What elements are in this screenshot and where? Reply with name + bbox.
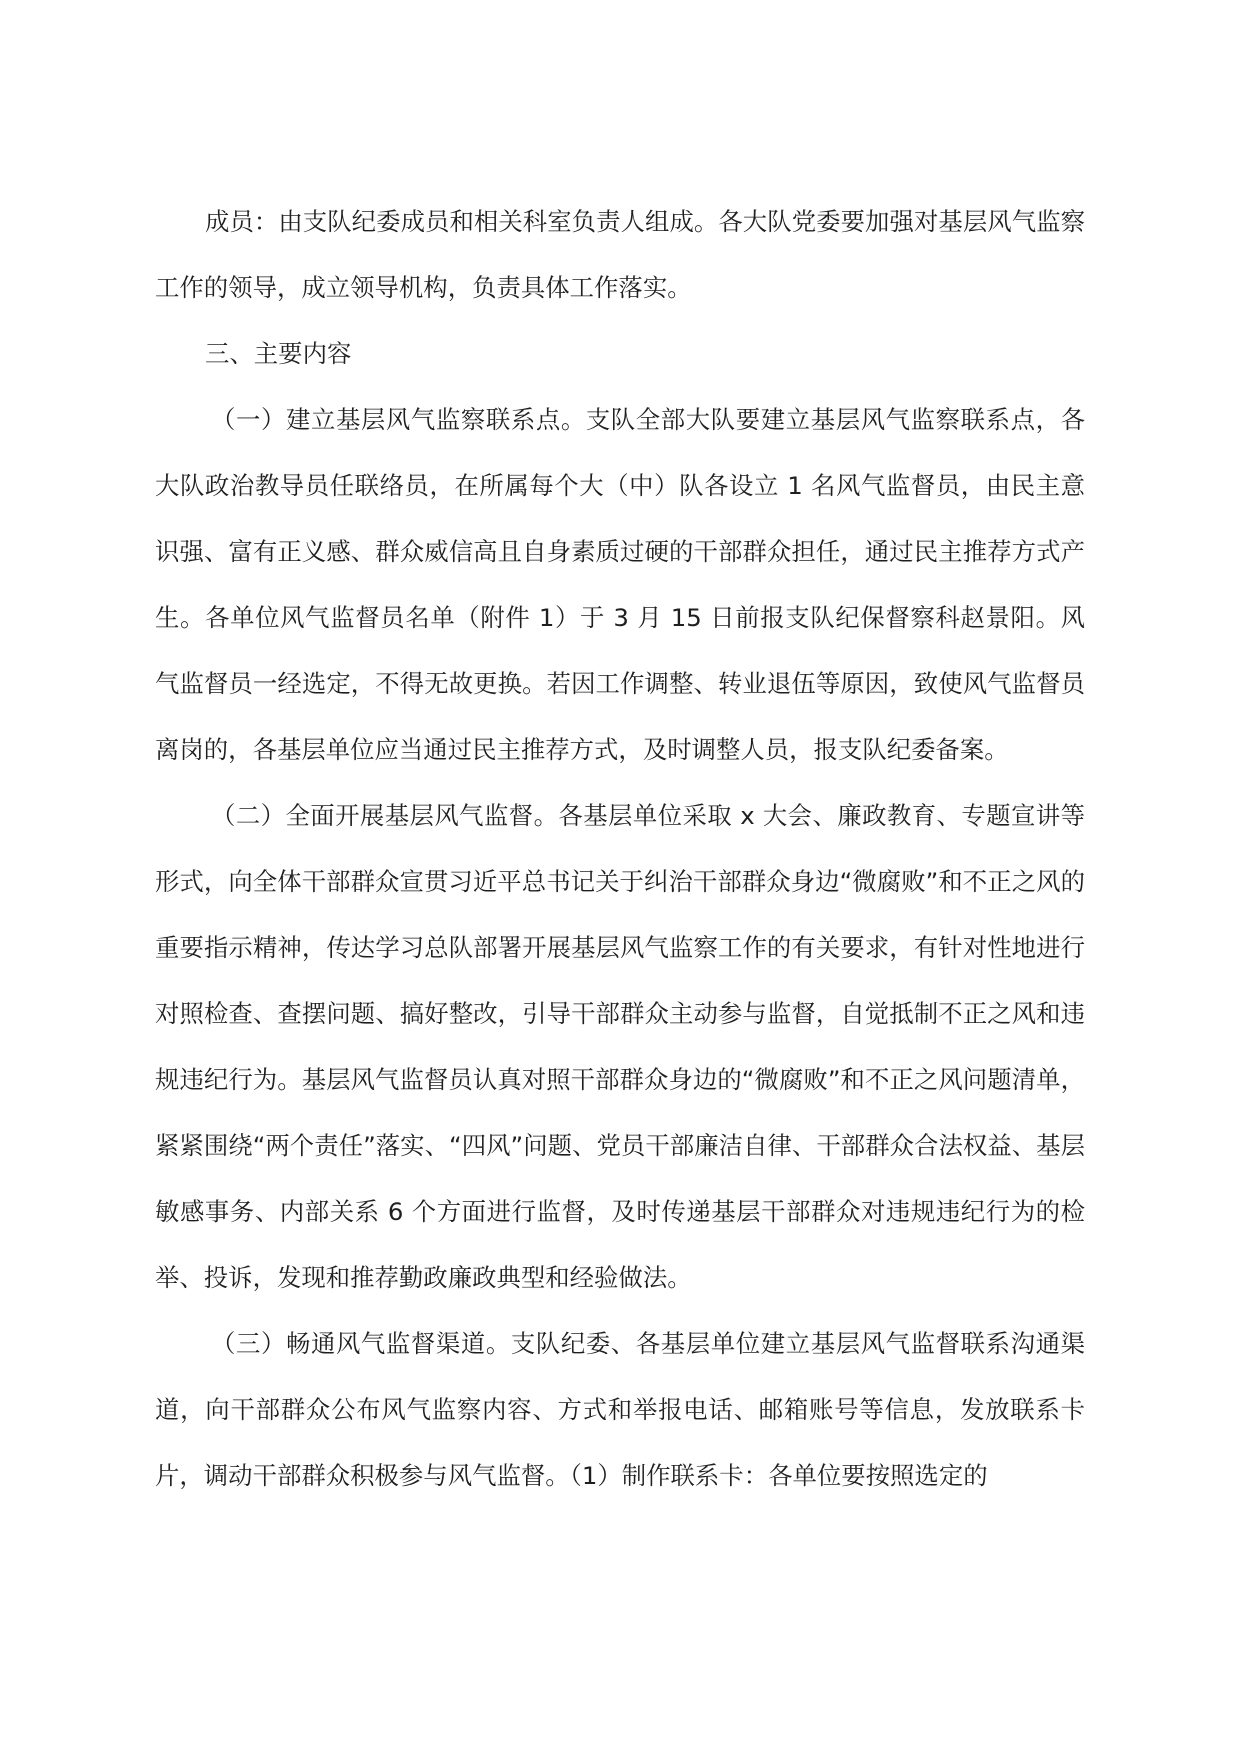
paragraph-channels: （三）畅通风气监督渠道。支队纪委、各基层单位建立基层风气监督联系沟通渠道，向干部群众公布风气监察内容、方式和举报电话、邮箱账号等信息，发放联系卡片，调动干部群众积极参与风气监督。（1）制作联系卡：各单位要按照选定的 [155,1329,1085,1490]
paragraph-supervision: （二）全面开展基层风气监督。各基层单位采取 x 大会、廉政教育、专题宣讲等形式，向全体干部群众宣贯习近平总书记关于纠治干部群众身边“微腐败”和不正之风的重要指示精神，传达学习总队部署开展基层风气监察工作的有关要求，有针对性地进行对照检查、查摆问题、搞好整改，引导干部群众主动参与监督，自觉抵制不正之风和违规违纪行为。基层风气监督员认真对照干部群众身边的“微腐败”和不正之风问题清单，紧紧围绕“两个责任”落实、“四风”问题、党员干部廉洁自律、干部群众合法权益、基层敏感事务、内部关系 6 个方面进行监督，及时传递基层干部群众对违规违纪行为的检举、投诉，发现和推荐勤政廉政典型和经验做法。 [155,801,1085,1292]
section-heading-main-content: 三、主要内容 [205,339,352,368]
paragraph-members: 成员：由支队纪委成员和相关科室负责人组成。各大队党委要加强对基层风气监察工作的领导，成立领导机构，负责具体工作落实。 [155,207,1085,302]
paragraph-contact-point: （一）建立基层风气监察联系点。支队全部大队要建立基层风气监察联系点，各大队政治教导员任联络员，在所属每个大（中）队各设立 1 名风气监督员，由民主意识强、富有正义感、群众威信高且自身素质过硬的干部群众担任，通过民主推荐方式产生。各单位风气监督员名单（附件 1）于 3 月 15 日前报支队纪保督察科赵景阳。风气监督员一经选定，不得无故更换。若因工作调整、转业退伍等原因，致使风气监督员离岗的，各基层单位应当通过民主推荐方式，及时调整人员，报支队纪委备案。 [155,405,1085,764]
document-body [155,189,1085,1509]
